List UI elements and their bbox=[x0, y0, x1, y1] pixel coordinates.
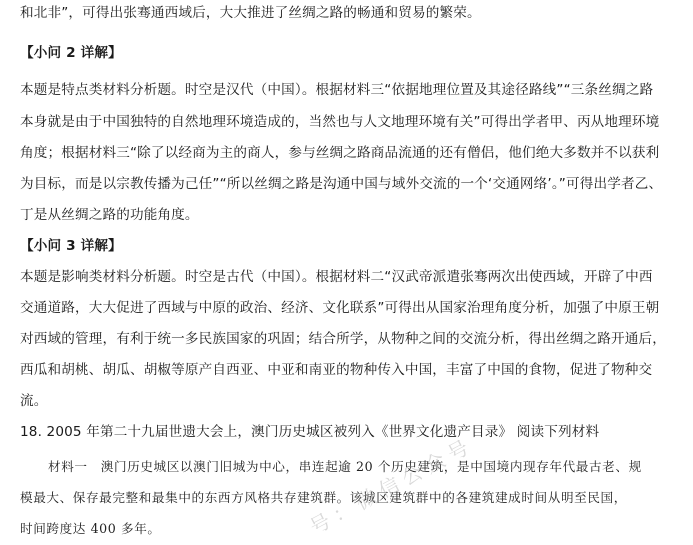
watermark-text: 号：微信公众号 bbox=[305, 432, 478, 540]
text-line: 西瓜和胡桃、胡瓜、胡椒等原产自西亚、中亚和南亚的物种传入中国，丰富了中国的食物，促进了物种交 bbox=[20, 362, 653, 378]
text-line: 本题是特点类材料分析题。时空是汉代（中国）。根据材料三“依据地理位置及其途径路线”“三条丝绸之路 bbox=[20, 82, 654, 98]
text-line: 流。 bbox=[20, 393, 48, 409]
section-heading-q3: 【小问 3 详解】 bbox=[20, 238, 122, 254]
material-line: 模最大、保存最完整和最集中的东西方风格共存建筑群。该城区建筑群中的各建筑建成时间从明至民国， bbox=[20, 490, 627, 505]
text-line: 本身就是由于中国独特的自然地理环境造成的，当然也与人文地理环境有关”可得出学者甲、丙从地理环境 bbox=[20, 114, 660, 130]
text-line: 和北非”，可得出张骞通西域后，大大推进了丝绸之路的畅通和贸易的繁荣。 bbox=[20, 5, 481, 21]
text-line: 丁是从丝绸之路的功能角度。 bbox=[20, 207, 199, 223]
text-line: 本题是影响类材料分析题。时空是古代（中国）。根据材料二“汉武帝派遣张骞两次出使西域，开辟了中西 bbox=[20, 269, 653, 285]
section-heading-q2: 【小问 2 详解】 bbox=[20, 45, 122, 61]
material-line: 时间跨度达 400 多年。 bbox=[20, 521, 161, 536]
text-line: 交通道路，大大促进了西域与中原的政治、经济、文化联系”可得出从国家治理角度分析，加强了中原王朝 bbox=[20, 300, 660, 316]
text-line: 为目标，而是以宗教传播为己任”“所以丝绸之路是沟通中国与域外交流的一个‘交通网络’。”可得出学者乙、 bbox=[20, 176, 663, 192]
text-line: 角度；根据材料三“除了以经商为主的商人，参与丝绸之路商品流通的还有僧侣，他们绝大多数并不以获利 bbox=[20, 145, 660, 161]
material-line: 材料一 澳门历史城区以澳门旧城为中心，串连起逾 20 个历史建筑，是中国境内现存年代最古老、规 bbox=[48, 459, 642, 474]
text-line: 对西域的管理，有利于统一多民族国家的巩固；结合所学，从物种之间的交流分析，得出丝绸之路开通后， bbox=[20, 331, 666, 347]
question-18-title: 18. 2005 年第二十九届世遗大会上，澳门历史城区被列入《世界文化遗产目录》 阅读下列材料 bbox=[20, 424, 600, 440]
